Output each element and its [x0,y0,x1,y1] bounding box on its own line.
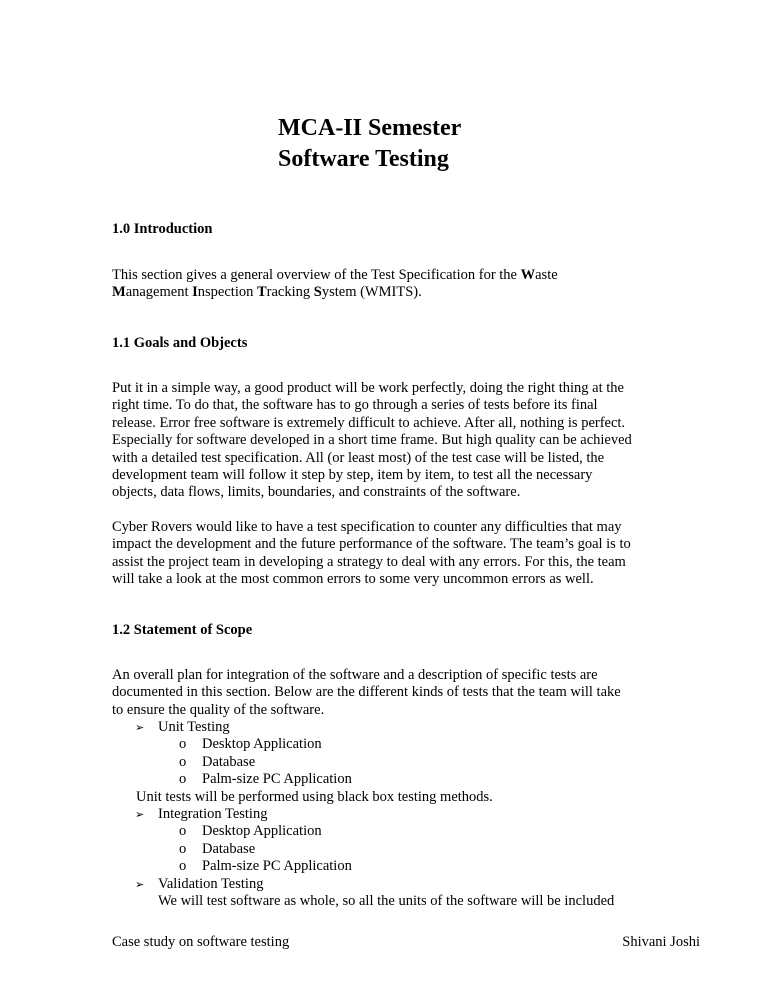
paragraph-line: An overall plan for integration of the software and a description of specific tests are [112,667,598,683]
paragraph-line: with a detailed test specification. All (or least most) of the test case will be listed, the [112,449,605,466]
heading-introduction: 1.0 Introduction [112,221,213,237]
circle-bullet-icon: o [179,858,187,875]
list-item-label: Validation Testing [158,875,264,892]
acronym-letter: I [192,284,198,301]
arrow-bullet-icon: ➢ [135,808,145,821]
acronym-letter: S [313,284,322,301]
paragraph-line: objects, data flows, limits, boundaries, and constraints of the software. [112,484,521,501]
intro-text: This section gives a general overview of the Test Specification for the [112,267,521,283]
arrow-bullet-icon: ➢ [135,722,145,734]
circle-bullet-icon: o [179,736,187,753]
paragraph-line: impact the development and the future performance of the software. The team’s goal is to [112,536,631,553]
sub-list-item [112,736,672,753]
paragraph-line: documented in this section. Below are the different kinds of tests that the team will take [112,684,621,701]
intro-text: nspection [197,284,257,301]
sub-list-item [112,771,672,788]
sub-item-label: Database [202,753,256,770]
paragraph-line: right time. To do that, the software has to go through a series of tests before its final [112,397,598,414]
acronym-letter: T [256,284,267,301]
title-line-course: MCA-II Semester [278,115,462,141]
circle-bullet-icon: o [179,753,187,770]
sub-item-label: Desktop Application [202,823,322,840]
paragraph-line: Especially for software developed in a short time frame. But high quality can be achieved [112,432,632,449]
unit-testing-note: Unit tests will be performed using black box testing methods. [136,788,493,805]
paragraph-line: Put it in a simple way, a good product will be work perfectly, doing the right thing at the [112,380,624,396]
intro-line-2 [112,284,672,301]
goals-paragraph-1 [112,380,672,502]
list-item-label: Unit Testing [158,719,230,735]
test-types-list [112,719,672,910]
sub-item-label: Palm-size PC Application [202,771,352,788]
validation-testing-note: We will test software as whole, so all the units of the software will be included [158,892,615,909]
acronym-letter: W [520,267,536,283]
sub-item-label: Palm-size PC Application [202,858,352,875]
paragraph-line: development team will follow it step by step, item by item, to test all the necessary [112,467,593,484]
heading-goals: 1.1 Goals and Objects [112,335,248,351]
paragraph-line: will take a look at the most common errors to some very uncommon errors as well. [112,571,594,588]
sub-item-label: Database [202,840,256,857]
intro-text: ystem (WMITS). [321,284,422,301]
circle-bullet-icon: o [179,840,187,857]
sub-list-item [112,841,672,858]
arrow-bullet-icon: ➢ [135,878,145,891]
intro-text: aste [535,267,558,283]
goals-paragraph-2 [112,519,672,589]
sub-item-label: Desktop Application [202,736,322,753]
scope-paragraph [112,667,672,719]
paragraph-line: release. Error free software is extremely difficult to achieve. After all, nothing is perfect. [112,414,626,431]
document-title [278,113,578,175]
heading-scope: 1.2 Statement of Scope [112,622,253,638]
list-item-unit-testing [112,719,672,736]
intro-line-1 [112,267,672,284]
circle-bullet-icon: o [179,771,187,788]
intro-paragraph [112,267,672,302]
list-item-integration-testing [112,806,672,823]
list-item-label: Integration Testing [158,805,268,822]
title-line-subject: Software Testing [278,146,449,172]
list-item-validation-testing [112,876,672,893]
circle-bullet-icon: o [179,823,187,840]
paragraph-line: assist the project team in developing a strategy to deal with any errors. For this, the team [112,553,626,570]
sub-list-item [112,823,672,840]
paragraph-line: to ensure the quality of the software. [112,701,325,718]
sub-list-item [112,754,672,771]
footer-title: Case study on software testing [112,934,290,950]
sub-list-item [112,858,672,875]
intro-text: racking [266,284,314,301]
footer-author: Shivani Joshi [622,934,700,950]
paragraph-line: Cyber Rovers would like to have a test specification to counter any difficulties that may [112,519,622,535]
intro-text: anagement [125,284,193,301]
acronym-letter: M [112,284,126,301]
